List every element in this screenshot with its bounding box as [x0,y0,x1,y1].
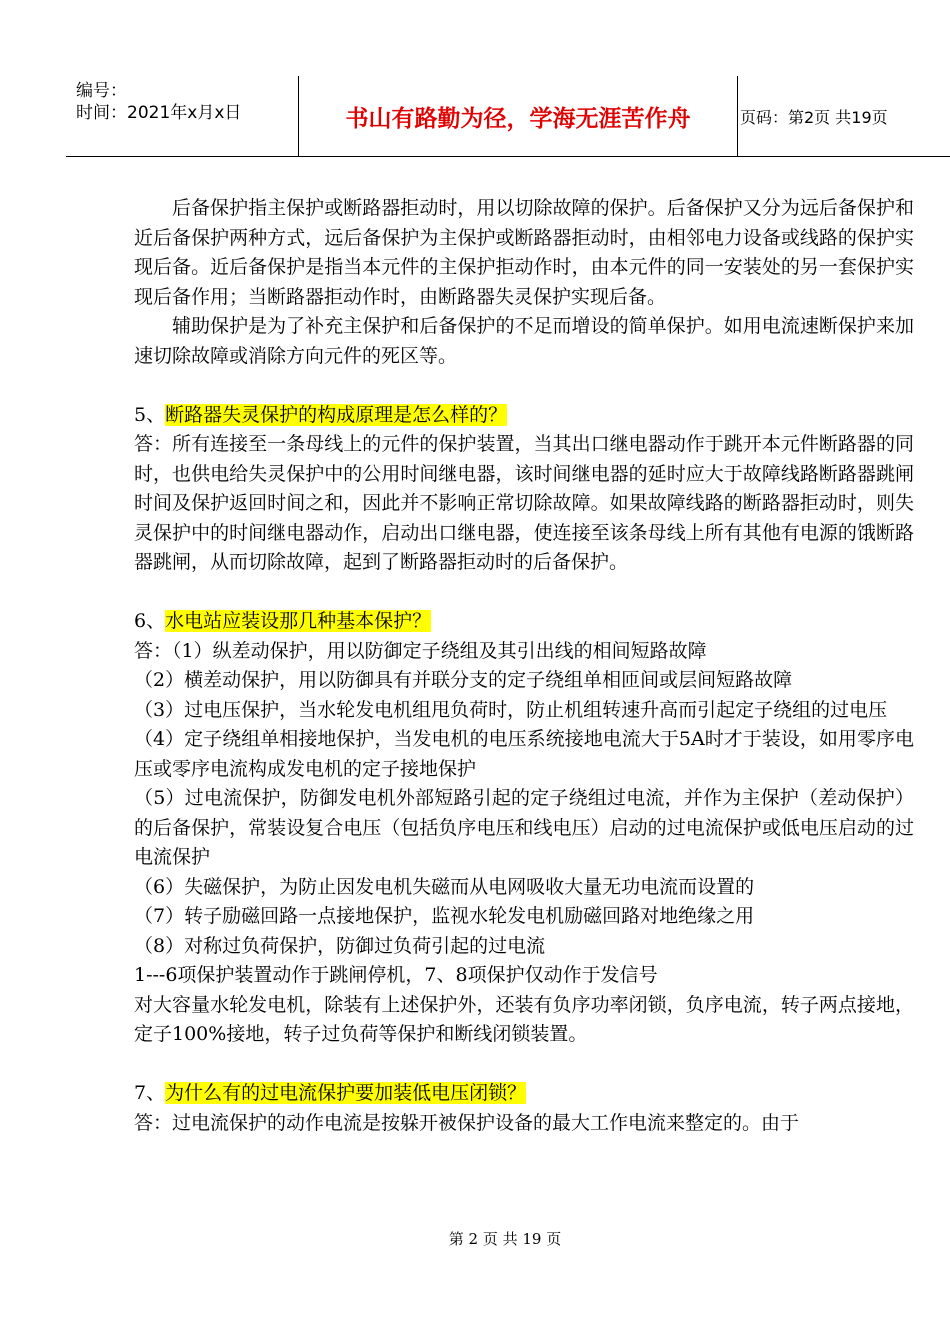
question-5 [134,401,914,431]
answer-6-line: 1---6项保护装置动作于跳闸停机，7、8项保护仅动作于发信号 [134,964,658,986]
spacer [134,371,914,401]
page-number: 第 2 页 共 19 页 [448,1230,562,1248]
page-footer [0,1228,950,1249]
answer-7: 答：过电流保护的动作电流是按躲开被保护设备的最大工作电流来整定的。由于 [134,1111,800,1134]
document-number-label: 编号： [76,81,127,101]
header-motto: 书山有路勤为径，学海无涯苦作舟 [345,105,691,132]
answer-6-line: （4）定子绕组单相接地保护，当发电机的电压系统接地电流大于5A时才于装设，如用零序电压或零序电流构成发电机的定子接地保护 [134,728,914,780]
header-page-label: 页码：第2页 共19页 [740,107,888,127]
question-number: 7、 [134,1082,166,1104]
answer-6-line: （5）过电流保护，防御发电机外部短路引起的定子绕组过电流，并作为主保护（差动保护）的后备保护，常装设复合电压（包括负序电压和线电压）启动的过电流保护或低电压启动的过电流保护 [134,787,914,868]
question-number: 6、 [134,610,166,632]
spacer [134,578,914,608]
question-highlight: 断路器失灵保护的构成原理是怎么样的？ [165,403,508,426]
spacer [134,1050,914,1080]
paragraph-backup-protection: 后备保护指主保护或断路器拒动时，用以切除故障的保护。后备保护又分为远后备保护和近后备保护两种方式，远后备保护为主保护或断路器拒动时，由相邻电力设备或线路的保护实现后备。近后备保护是指当本元件的主保护拒动作时，由本元件的同一安装处的另一套保护实现后备作用；当断路器拒动作时，由断路器失灵保护实现后备。 [134,197,914,308]
header-left-cell [76,76,302,160]
question-number: 5、 [134,403,166,426]
answer-6-line: 答：（1）纵差动保护，用以防御定子绕组及其引出线的相间短路故障 [134,639,707,662]
question-highlight: 水电站应装设那几种基本保护？ [165,610,432,632]
document-time-label: 时间：2021年x月x日 [76,103,242,123]
question-6 [134,607,914,637]
answer-6-line: （7）转子励磁回路一点接地保护，监视水轮发电机励磁回路对地绝缘之用 [134,905,755,927]
page-header [66,76,950,157]
header-page-cell [738,76,950,156]
answer-6-line: （3）过电压保护，当水轮发电机组甩负荷时，防止机组转速升高而引起定子绕组的过电压 [134,698,888,721]
answer-6-line: 对大容量水轮发电机，除装有上述保护外，还装有负序功率闭锁，负序电流，转子两点接地，定子100%接地，转子过负荷等保护和断线闭锁装置。 [134,993,914,1045]
header-motto-cell [298,76,738,156]
answer-5: 答：所有连接至一条母线上的元件的保护装置，当其出口继电器动作于跳开本元件断路器的同时，也供电给失灵保护中的公用时间继电器，该时间继电器的延时应大于故障线路断路器跳闸时间及保护返回时间之和，因此并不影响正常切除故障。如果故障线路的断路器拒动时，则失灵保护中的时间继电器动作，启动出口继电器，使连接至该条母线上所有其他有电源的饿断路器跳闸，从而切除故障，起到了断路器拒动时的后备保护。 [134,433,914,573]
answer-6-line: （8）对称过负荷保护，防御过负荷引起的过电流 [134,934,546,957]
question-7 [134,1079,914,1109]
paragraph-auxiliary-protection: 辅助保护是为了补充主保护和后备保护的不足而增设的简单保护。如用电流速断保护来加速切除故障或消除方向元件的死区等。 [134,315,914,367]
answer-6-line: （6）失磁保护，为防止因发电机失磁而从电网吸收大量无功电流而设置的 [134,875,755,898]
document-body [134,194,914,1138]
question-highlight: 为什么有的过电流保护要加装低电压闭锁？ [165,1082,527,1104]
answer-6-line: （2）横差动保护，用以防御具有并联分支的定子绕组单相匝间或层间短路故障 [134,669,793,691]
